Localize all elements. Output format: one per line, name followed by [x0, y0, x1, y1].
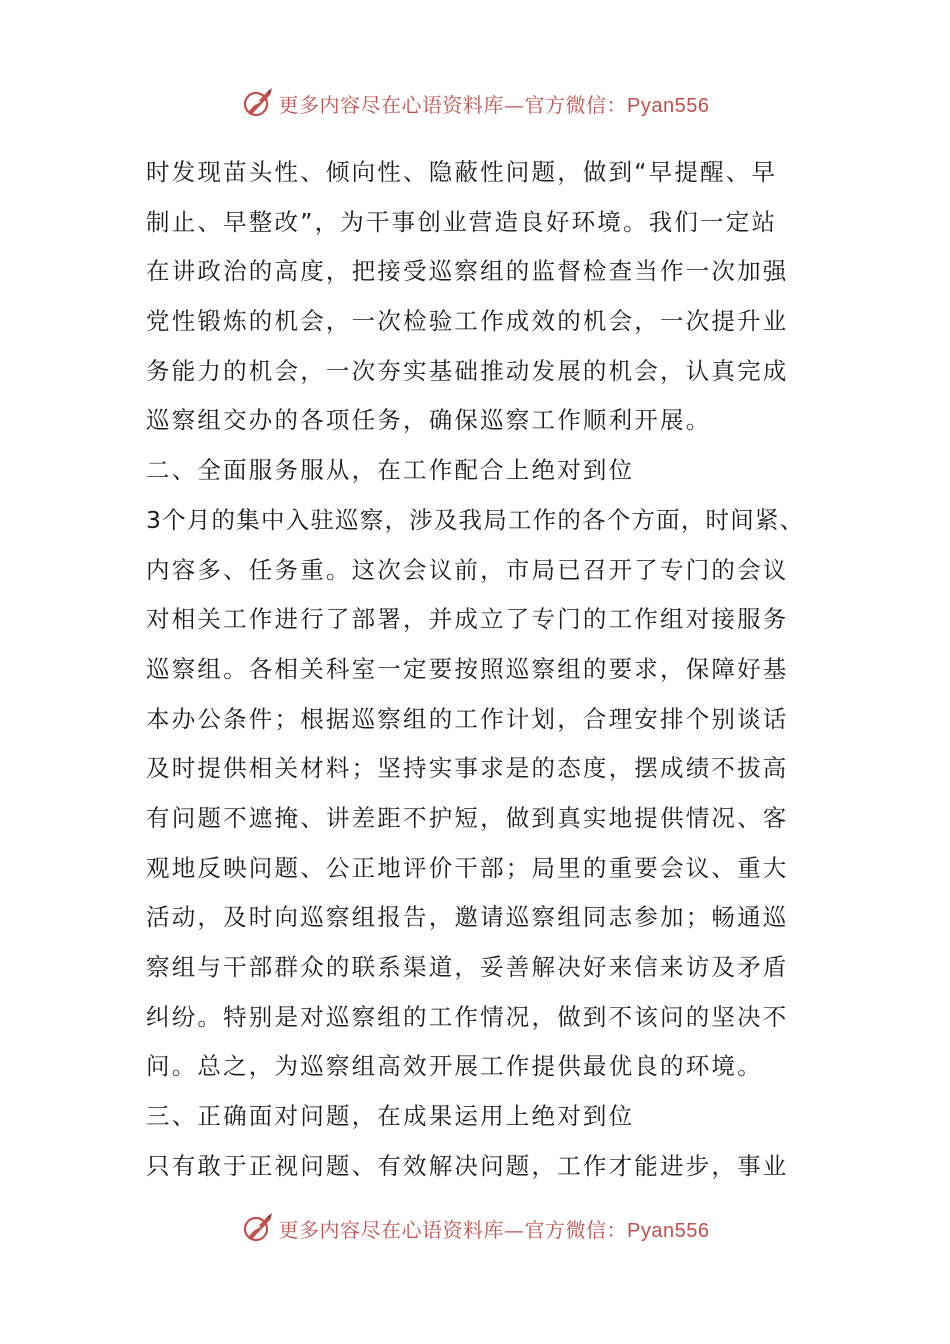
text-line: 巡察组交办的各项任务，确保巡察工作顺利开展。 [146, 406, 712, 435]
text-line: 问。总之，为巡察组高效开展工作提供最优良的环境。 [146, 1052, 763, 1081]
text-line: 3个月的集中入驻巡察，涉及我局工作的各个方面，时间紧、 [146, 505, 805, 534]
banner-wechat-id: Pyan556 [627, 94, 710, 117]
text-line: 活动，及时向巡察组报告，邀请巡察组同志参加；畅通巡 [146, 903, 789, 932]
text-line: 纠纷。特别是对巡察组的工作情况，做到不该问的坚决不 [146, 1002, 789, 1031]
banner-text [279, 89, 710, 118]
text-line: 时发现苗头性、倾向性、隐蔽性问题，做到“早提醒、早 [146, 158, 778, 186]
section-heading: 三、正确面对问题，在成果运用上绝对到位 [146, 1102, 635, 1131]
banner-wechat-id: Pyan556 [627, 1219, 710, 1242]
text-line: 察组与干部群众的联系渠道，妥善解决好来信来访及矛盾 [146, 953, 789, 981]
text-line: 巡察组。各相关科室一定要按照巡察组的要求，保障好基 [146, 654, 789, 683]
text-line: 在讲政治的高度，把接受巡察组的监督检查当作一次加强 [146, 257, 789, 286]
text-line: 内容多、任务重。这次会议前，市局已召开了专门的会议 [146, 555, 789, 584]
text-line: 观地反映问题、公正地评价干部；局里的重要会议、重大 [146, 853, 789, 882]
banner-slogan: 更多内容尽在心语资料库 [278, 92, 505, 117]
text-line: 只有敢于正视问题、有效解决问题，工作才能进步，事业 [146, 1151, 789, 1180]
text-line: 本办公条件；根据巡察组的工作计划，合理安排个别谈话 [146, 704, 789, 733]
text-line: 党性锻炼的机会，一次检验工作成效的机会，一次提升业 [146, 307, 789, 336]
text-line: 及时提供相关材料；坚持实事求是的态度，摆成绩不拔高 [146, 754, 789, 783]
section-heading: 二、全面服务服从，在工作配合上绝对到位 [146, 456, 635, 485]
text-line: 对相关工作进行了部署，并成立了专门的工作组对接服务 [146, 605, 789, 634]
text-line: 务能力的机会，一次夯实基础推动发展的机会，认真完成 [146, 356, 789, 385]
banner-wechat-label: 官方微信： [524, 92, 628, 117]
text-line: 制止、早整改”，为干事创业营造良好环境。我们一定站 [146, 207, 778, 236]
quill-logo-icon [241, 1211, 275, 1245]
banner-dash: — [504, 92, 525, 117]
quill-logo-icon [241, 86, 275, 120]
banner-dash: — [504, 1217, 525, 1242]
banner-wechat-label: 官方微信： [524, 1217, 628, 1242]
footer-banner [0, 1208, 950, 1248]
banner-slogan: 更多内容尽在心语资料库 [278, 1217, 505, 1242]
header-banner [0, 83, 950, 123]
banner-text [279, 1214, 710, 1243]
document-body [146, 148, 816, 1191]
text-line: 有问题不遮掩、讲差距不护短，做到真实地提供情况、客 [146, 803, 789, 832]
